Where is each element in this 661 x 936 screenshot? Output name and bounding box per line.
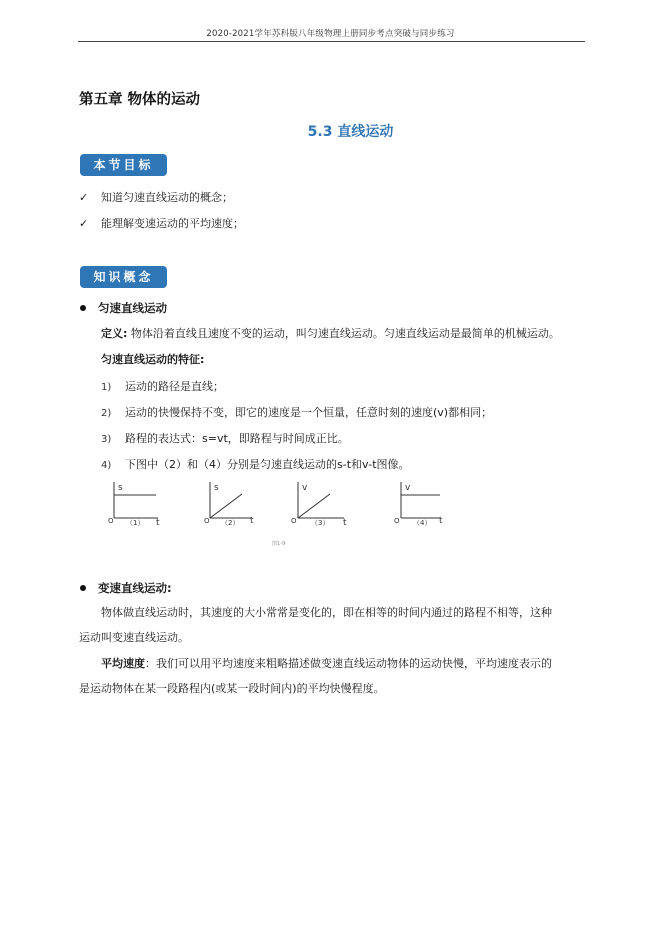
graph-4-origin: O	[394, 517, 400, 525]
goal-text: 知道匀速直线运动的概念；	[101, 191, 233, 204]
graph-2-origin: O	[204, 517, 210, 525]
check-icon: ✓	[79, 217, 89, 230]
graph-1-caption: （1）	[126, 519, 145, 527]
goal-text: 能理解变速运动的平均速度；	[101, 217, 244, 230]
average-speed-line-2: 是运动物体在某一段路程内(或某一段时间内)的平均快慢程度。	[79, 682, 385, 695]
definition-label: 定义:	[101, 327, 128, 340]
graph-1	[108, 482, 160, 528]
definition-text: 物体沿着直线且速度不变的运动，叫匀速直线运动。匀速直线运动是最简单的机械运动。	[127, 327, 560, 340]
graph-3-y-label: v	[302, 483, 308, 493]
feature-item-3: 3) 路程的表达式：s=vt，即路程与时间成正比。	[101, 432, 349, 445]
concepts-label: 知识概念	[80, 266, 167, 288]
graph-3-caption: （3）	[311, 519, 330, 527]
graph-1-origin: O	[108, 517, 114, 525]
bullet-icon	[80, 585, 86, 591]
graph-4-y-label: v	[405, 483, 411, 493]
graph-3	[291, 482, 347, 528]
average-speed-label: 平均速度	[101, 657, 145, 670]
graph-1-x-label: t	[156, 518, 160, 528]
graph-3-origin: O	[291, 517, 297, 525]
uniform-definition	[101, 326, 601, 342]
goal-item-2	[79, 215, 244, 231]
feature-item-4: 4) 下图中（2）和（4）分别是匀速直线运动的s-t和v-t图像。	[101, 458, 410, 471]
feature-item-2: 2) 运动的快慢保持不变，即它的速度是一个恒量，任意时刻的速度(v)都相同；	[101, 406, 493, 419]
graph-4	[394, 482, 443, 527]
graph-4-x-label: t	[439, 516, 443, 526]
chapter-title: 第五章 物体的运动	[79, 91, 201, 108]
variable-motion-heading: 变速直线运动:	[80, 580, 172, 596]
graph-2-caption: （2）	[221, 519, 240, 527]
graph-4-caption: （4）	[413, 519, 432, 527]
uniform-motion-heading: 匀速直线运动	[80, 300, 167, 316]
graph-3-x-label: t	[343, 518, 347, 528]
graph-2-x-label: t	[250, 516, 254, 526]
average-speed-line-1: 平均速度：我们可以用平均速度来粗略描述做变速直线运动物体的运动快慢，平均速度表示的	[101, 657, 552, 670]
section-title: 5.3 直线运动	[307, 124, 394, 140]
motion-graphs-diagram	[100, 478, 460, 550]
bullet-icon	[80, 305, 86, 311]
goal-item-1	[79, 189, 233, 205]
goals-label: 本节目标	[80, 154, 167, 176]
figure-note: 图1-9	[272, 541, 286, 547]
graph-2	[204, 482, 254, 527]
check-icon: ✓	[79, 191, 89, 204]
variable-para-line-2: 运动叫变速直线运动。	[79, 631, 189, 644]
graph-1-y-label: s	[118, 483, 123, 493]
graph-2-y-label: s	[214, 483, 219, 493]
header-rule	[78, 41, 585, 42]
feature-item-1: 1) 运动的路径是直线；	[101, 380, 224, 393]
page-header: 2020-2021学年苏科版八年级物理上册同步考点突破与同步练习	[206, 29, 455, 39]
variable-para-line-1: 物体做直线运动时，其速度的大小常常是变化的，即在相等的时间内通过的路程不相等，这种	[101, 606, 552, 619]
features-heading: 匀速直线运动的特征:	[101, 353, 205, 366]
